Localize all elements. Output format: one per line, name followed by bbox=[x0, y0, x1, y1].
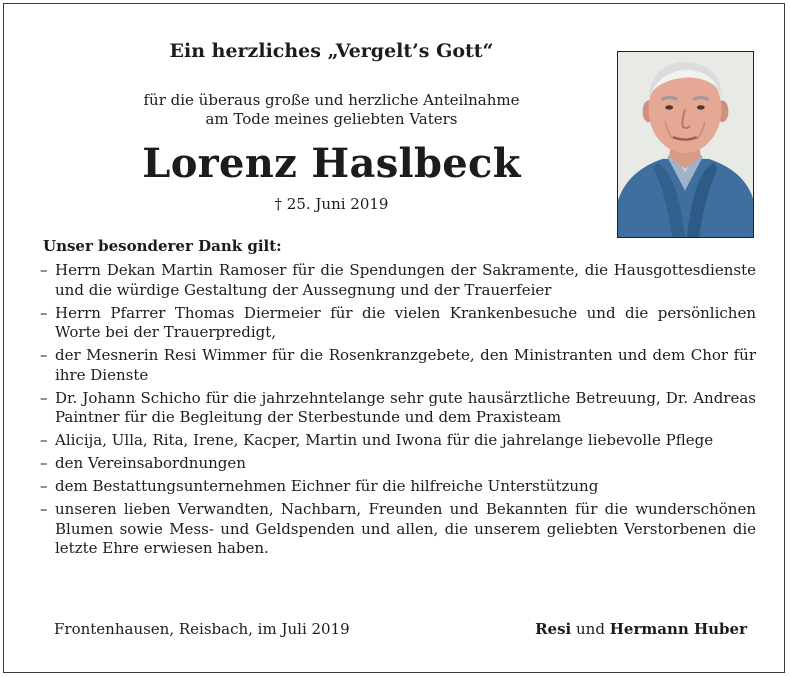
bullet-dash: – bbox=[40, 500, 48, 518]
subtitle-line-2: am Tode meines geliebten Vaters bbox=[205, 110, 458, 128]
signature-name-1: Resi bbox=[535, 620, 572, 638]
thanks-item-text: unseren lieben Verwandten, Nachbarn, Freunden und Bekannten für die wunderschönen Blumen sowie Mess- und Geldspenden und allen, die unserem geliebten Verstorbenen die letzte Ehre erwiesen haben. bbox=[55, 500, 756, 557]
list-item bbox=[40, 304, 756, 343]
thanks-item-text: Alicija, Ulla, Rita, Irene, Kacper, Martin und Iwona für die jahrelange liebevolle Pflege bbox=[55, 431, 714, 449]
portrait-image bbox=[618, 52, 753, 237]
bullet-dash: – bbox=[40, 431, 48, 449]
list-item bbox=[40, 346, 756, 385]
signature-conjunction: und bbox=[576, 620, 605, 638]
thanks-item-text: dem Bestattungsunternehmen Eichner für die hilfreiche Unterstützung bbox=[55, 477, 599, 495]
notice-heading: Ein herzliches „Vergelt’s Gott“ bbox=[169, 40, 494, 62]
list-item bbox=[40, 261, 756, 300]
obituary-notice bbox=[3, 3, 785, 673]
thanks-item-text: der Mesnerin Resi Wimmer für die Rosenkranzgebete, den Ministranten und dem Chor für ihre Dienste bbox=[55, 346, 756, 384]
bullet-dash: – bbox=[40, 346, 48, 364]
bullet-dash: – bbox=[40, 388, 48, 407]
list-item bbox=[40, 389, 756, 428]
thanks-list bbox=[40, 261, 756, 562]
deceased-name: Lorenz Haslbeck bbox=[142, 140, 521, 187]
list-item bbox=[40, 500, 756, 559]
signature bbox=[535, 620, 747, 638]
thanks-item-text: Herrn Pfarrer Thomas Diermeier für die vielen Krankenbesuche und die persönlichen Worte bei der Trauerpredigt, bbox=[55, 303, 756, 341]
place-and-date: Frontenhausen, Reisbach, im Juli 2019 bbox=[54, 620, 350, 638]
thanks-item-text: den Vereinsabordnungen bbox=[55, 454, 246, 472]
subtitle-line-1: für die überaus große und herzliche Anteilnahme bbox=[143, 91, 520, 109]
signature-name-2: Hermann Huber bbox=[609, 620, 747, 638]
list-item bbox=[40, 431, 756, 451]
list-item bbox=[40, 477, 756, 497]
thanks-item-text: Herrn Dekan Martin Ramoser für die Spendungen der Sakramente, die Hausgottesdienste und die würdige Gestaltung der Aussegnung und der Trauerfeier bbox=[55, 261, 756, 299]
thanks-item-text: Dr. Johann Schicho für die jahrzehntelange sehr gute hausärztliche Betreuung, Dr. Andreas Paintner für die Begleitung der Sterbestunde und dem Praxisteam bbox=[55, 388, 756, 426]
bullet-dash: – bbox=[40, 477, 48, 495]
list-item bbox=[40, 454, 756, 474]
thanks-heading: Unser besonderer Dank gilt: bbox=[43, 237, 282, 255]
portrait-photo bbox=[617, 51, 754, 238]
bullet-dash: – bbox=[40, 261, 48, 279]
bullet-dash: – bbox=[40, 303, 48, 322]
bullet-dash: – bbox=[40, 454, 48, 472]
death-date: † 25. Juni 2019 bbox=[274, 195, 389, 213]
